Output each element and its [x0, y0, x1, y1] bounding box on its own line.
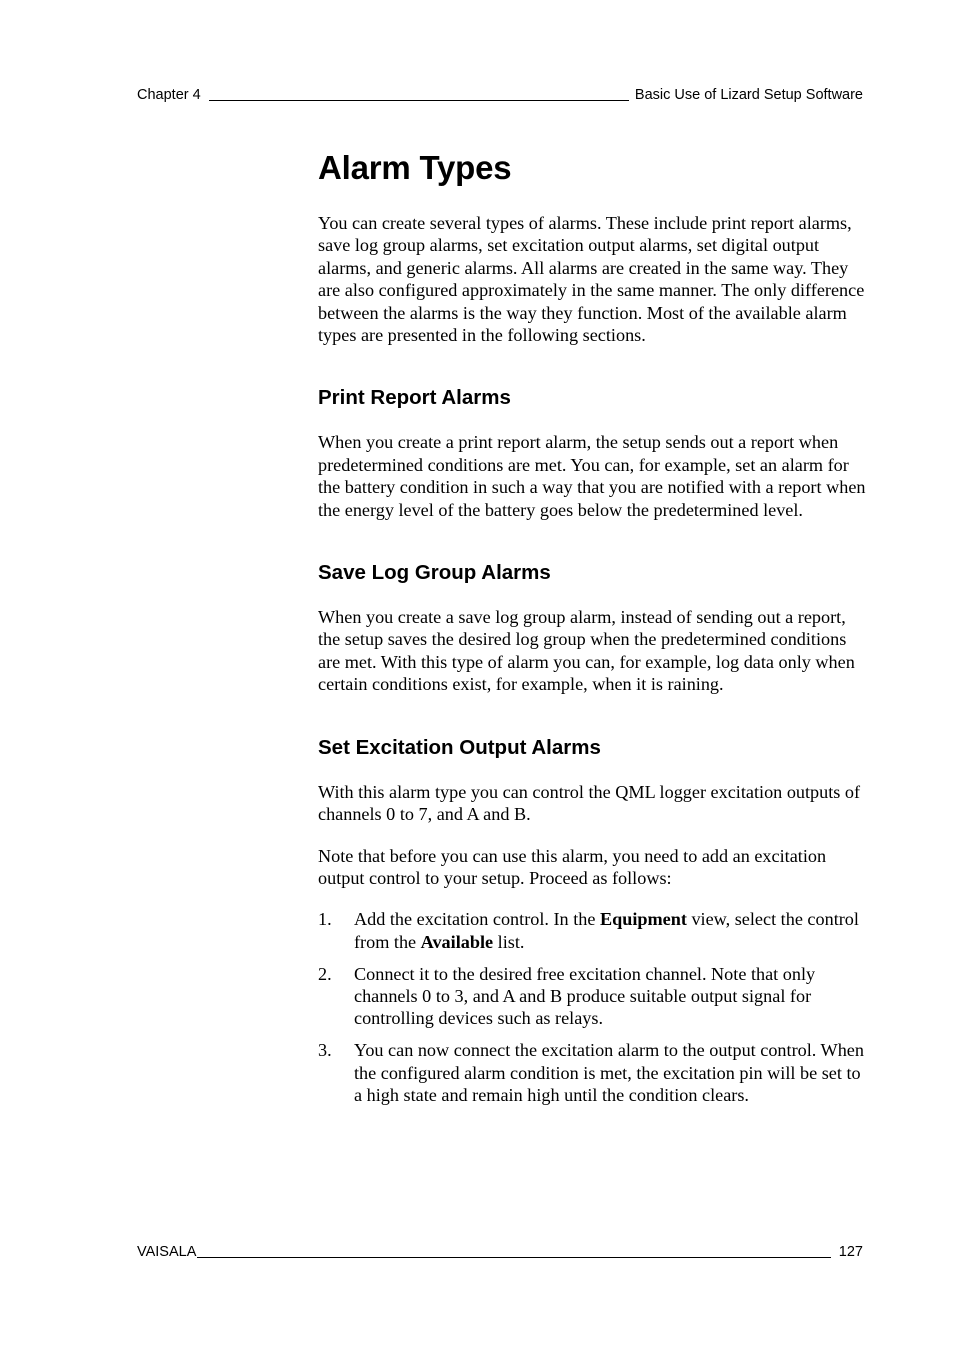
intro-paragraph: You can create several types of alarms. These include print report alarms, save log group alarms, set excitation output alarms, set digital output alarms, and generic alarms. All alarms are created in the same way. They are also configured approximately in the same manner. The only difference between the alarms is the way they function. Most of the available alarm types are presented in the following sections.: [318, 213, 865, 346]
procedure-list: [318, 908, 866, 1106]
footer-company: VAISALA: [137, 1244, 197, 1260]
print-report-paragraph: When you create a print report alarm, the setup sends out a report when predetermined conditions are met. You can, for example, set an alarm for the battery condition in such a way that you are notified with a report when the energy level of the battery goes below the predetermined level.: [318, 432, 866, 520]
step-number: 1.: [318, 909, 332, 930]
page-title: Alarm Types: [318, 149, 512, 186]
page-number: 127: [838, 1244, 863, 1260]
page-content: [318, 148, 866, 1116]
step-text: Add the excitation control. In the Equipment view, select the control from the Available list.: [354, 909, 859, 952]
equipment-term: Equipment: [599, 909, 687, 930]
list-item: [318, 1039, 866, 1106]
print-report-heading: Print Report Alarms: [318, 386, 511, 410]
page-header: [137, 86, 863, 104]
chapter-title: Basic Use of Lizard Setup Software: [634, 87, 863, 103]
set-excitation-heading: Set Excitation Output Alarms: [318, 735, 601, 759]
set-excitation-paragraph: With this alarm type you can control the QML logger excitation outputs of channels 0 to 7, and A and B.: [318, 781, 861, 825]
list-item: [318, 908, 866, 953]
save-log-paragraph: When you create a save log group alarm, instead of sending out a report, the setup saves the desired log group when the predetermined conditions are met. With this type of alarm you can, for example, log data only when certain conditions exist, for example, when it is raining.: [318, 607, 855, 695]
chapter-label: Chapter 4: [137, 87, 201, 103]
footer-rule: [197, 1256, 830, 1258]
available-term: Available: [420, 931, 494, 952]
step-number: 3.: [318, 1040, 332, 1061]
save-log-heading: Save Log Group Alarms: [318, 561, 551, 585]
set-excitation-note: Note that before you can use this alarm, you need to add an excitation output control to your setup. Proceed as follows:: [318, 845, 827, 888]
step-text: Connect it to the desired free excitation channel. Note that only channels 0 to 3, and A and B produce suitable output signal for controlling devices such as relays.: [354, 963, 816, 1029]
step-number: 2.: [318, 963, 332, 984]
page-footer: [137, 1243, 863, 1261]
header-rule: [209, 99, 629, 101]
list-item: [318, 963, 866, 1030]
step-text: You can now connect the excitation alarm to the output control. When the configured alarm condition is met, the excitation pin will be set to a high state and remain high until the condition clears.: [354, 1040, 864, 1106]
